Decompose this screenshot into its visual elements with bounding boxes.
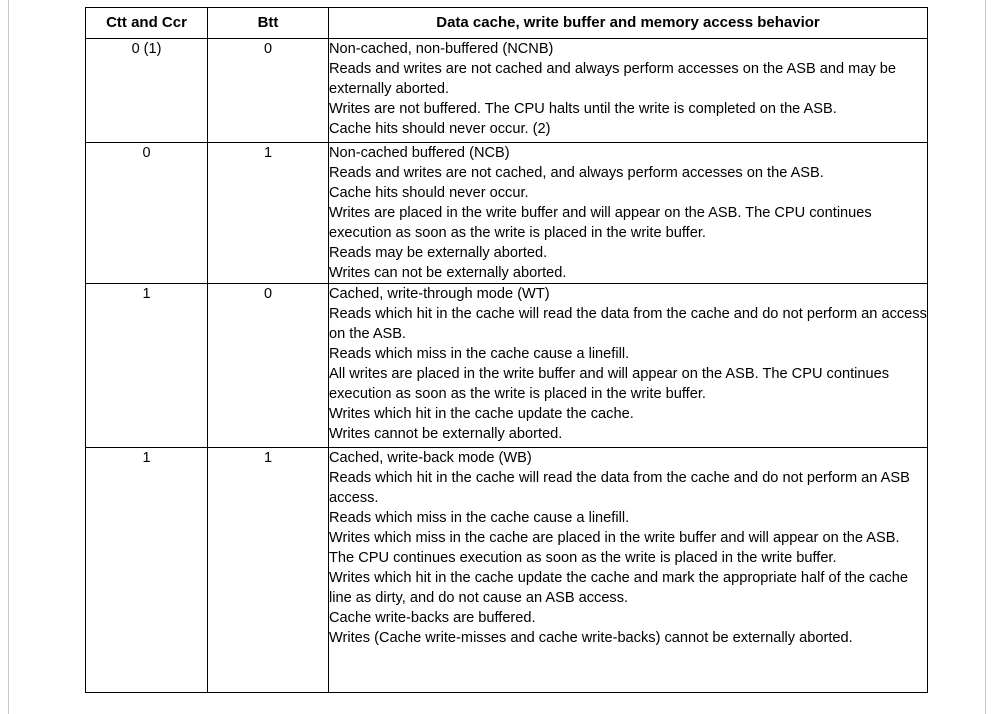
table-row: [86, 39, 928, 143]
description-line: Reads which miss in the cache cause a linefill.: [329, 346, 630, 362]
description-line: Reads may be externally aborted.: [329, 245, 548, 261]
cell-ctt-ccr: 0: [86, 143, 208, 284]
description-line: Cache write-backs are buffered.: [329, 610, 536, 626]
cell-ctt-ccr: 0 (1): [86, 39, 208, 143]
cache-behavior-table-container: [85, 7, 931, 693]
description-line: Writes (Cache write-misses and cache write-backs) cannot be externally aborted.: [329, 630, 853, 646]
cache-behavior-table: [85, 7, 931, 693]
description-line: Cache hits should never occur. (2): [329, 121, 551, 137]
page-margin-guide-right: [985, 0, 986, 714]
description-line: Reads and writes are not cached, and always perform accesses on the ASB.: [329, 165, 824, 181]
column-header-ctt-ccr: Ctt and Ccr: [86, 8, 208, 39]
cell-description: [329, 39, 928, 143]
table-header: [86, 8, 928, 39]
cell-btt: 0: [208, 39, 329, 143]
cell-description: [329, 143, 928, 284]
cell-ctt-ccr: 1: [86, 448, 208, 693]
description-line: Writes which hit in the cache update the cache and mark the appropriate half of the cache line as dirty, and do not cause an ASB access.: [329, 570, 913, 606]
table-row: [86, 284, 928, 448]
table-header-row: [86, 8, 928, 39]
description-line: Reads and writes are not cached and always perform accesses on the ASB and may be externally aborted.: [329, 61, 901, 97]
description-line: Writes which miss in the cache are placed in the write buffer and will appear on the ASB. The CPU continues execution as soon as the write is placed in the write buffer.: [329, 530, 904, 566]
description-line: Writes which hit in the cache update the cache.: [329, 406, 634, 422]
column-header-btt: Btt: [208, 8, 329, 39]
cell-description: [329, 284, 931, 448]
description-line: All writes are placed in the write buffer and will appear on the ASB. The CPU continues execution as soon as the write is placed in the write buffer.: [329, 366, 894, 402]
description-line: Reads which miss in the cache cause a linefill.: [329, 510, 630, 526]
description-line: Non-cached buffered (NCB): [329, 145, 510, 161]
description-line: Non-cached, non-buffered (NCNB): [329, 41, 554, 57]
description-line: Writes are placed in the write buffer and will appear on the ASB. The CPU continues execution as soon as the write is placed in the write buffer.: [329, 205, 876, 241]
cell-btt: 0: [208, 284, 329, 448]
description-line: Cached, write-back mode (WB): [329, 450, 532, 466]
cell-btt: 1: [208, 448, 329, 693]
cell-ctt-ccr: 1: [86, 284, 208, 448]
page-margin-guide-left: [8, 0, 9, 714]
table-row: [86, 448, 928, 693]
description-line: Writes are not buffered. The CPU halts until the write is completed on the ASB.: [329, 101, 837, 117]
table-body: [86, 39, 931, 693]
table-row: [86, 143, 928, 284]
column-header-description: Data cache, write buffer and memory access behavior: [329, 8, 928, 39]
cell-btt: 1: [208, 143, 329, 284]
description-line: Reads which hit in the cache will read the data from the cache and do not perform an access on the ASB.: [329, 306, 931, 342]
description-line: Cached, write-through mode (WT): [329, 286, 550, 302]
description-line: Reads which hit in the cache will read the data from the cache and do not perform an ASB access.: [329, 470, 914, 506]
description-line: Writes can not be externally aborted.: [329, 265, 567, 281]
description-line: Cache hits should never occur.: [329, 185, 529, 201]
cell-description: [329, 448, 928, 693]
description-line: Writes cannot be externally aborted.: [329, 426, 563, 442]
